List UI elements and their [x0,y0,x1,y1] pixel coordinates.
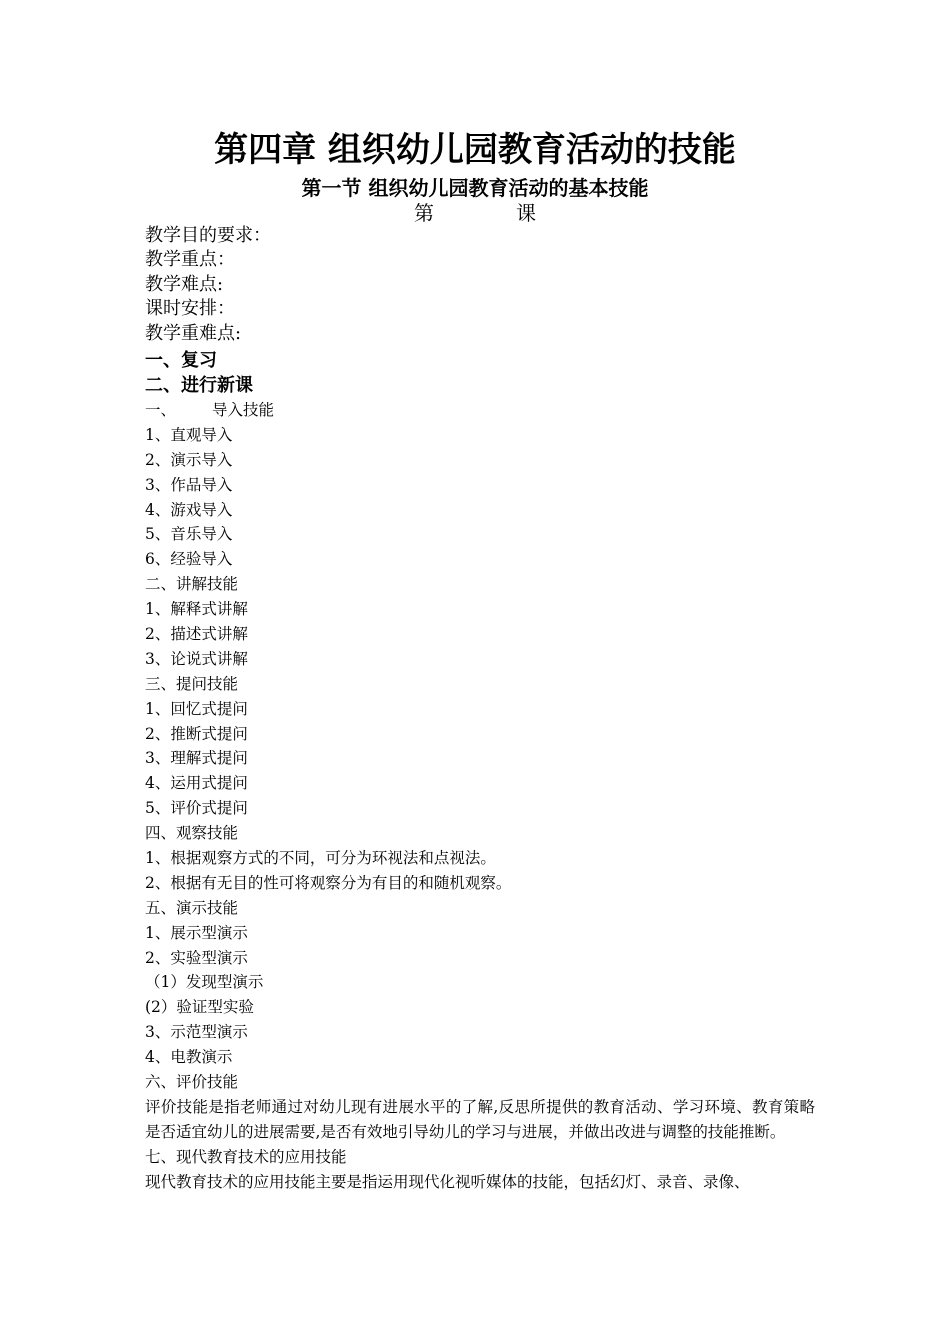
list-item: 1、解释式讲解 [145,600,248,619]
meta-schedule: 课时安排： [145,298,235,320]
lesson-body [145,348,815,1195]
list-item: 3、示范型演示 [145,1023,248,1042]
list-item: 3、理解式提问 [145,749,248,768]
list-item: 5、音乐导入 [145,525,233,544]
list-item: 6、经验导入 [145,550,233,569]
list-item: 2、实验型演示 [145,948,248,967]
tech-skill-paragraph: 现代教育技术的应用技能主要是指运用现代化视听媒体的技能，包括幻灯、录音、录像、 [145,1172,750,1191]
eval-skill-heading: 六、评价技能 [145,1073,239,1092]
list-item: 2、推断式提问 [145,724,248,743]
review-heading: 一、复习 [145,350,217,371]
list-item: 2、根据有无目的性可将观察分为有目的和随机观察。 [145,873,512,892]
list-item: 5、评价式提问 [145,799,248,818]
eval-skill-paragraph: 评价技能是指老师通过对幼儿现有进展水平的了解,反思所提供的教育活动、学习环境、教育策略是否适宜幼儿的进展需要,是否有效地引导幼儿的学习与进展，并做出改进与调整的技能推断。 [145,1097,815,1141]
list-item: 2、描述式讲解 [145,625,248,644]
list-item: (2）验证型实验 [145,998,254,1017]
intro-skill-number: 一、 [145,401,177,419]
chapter-title: 第四章 组织幼儿园教育活动的技能 [214,130,736,170]
lesson-meta [145,224,825,346]
list-item: 4、运用式提问 [145,774,248,793]
intro-skill-title: 导入技能 [212,401,275,419]
list-item: 3、作品导入 [145,475,233,494]
lesson-label-right: 课 [516,201,536,225]
list-item: 1、直观导入 [145,425,233,444]
list-item: 4、电教演示 [145,1048,233,1067]
meta-key-difficulties: 教学重难点: [145,322,242,344]
tech-skill-heading: 七、现代教育技术的应用技能 [145,1147,347,1166]
intro-skill-heading [145,398,815,423]
list-item: 3、论说式讲解 [145,649,248,668]
list-item: 4、游戏导入 [145,500,233,519]
question-skill-heading: 三、提问技能 [145,674,239,693]
list-item: 1、根据观察方式的不同，可分为环视法和点视法。 [145,849,496,868]
new-lesson-heading: 二、进行新课 [145,375,253,396]
lesson-number-line [0,200,950,226]
observe-skill-heading: 四、观察技能 [145,824,239,843]
section-title: 第一节 组织幼儿园教育活动的基本技能 [301,176,649,200]
meta-difficulties: 教学难点: [145,273,224,295]
list-item: 2、演示导入 [145,450,233,469]
meta-objectives: 教学目的要求： [145,225,271,246]
lesson-label-left: 第 [414,201,434,225]
explain-skill-heading: 二、讲解技能 [145,575,239,594]
meta-key-points: 教学重点： [145,249,235,271]
list-item: 1、展示型演示 [145,923,248,942]
list-item: （1）发现型演示 [145,973,264,992]
list-item: 1、回忆式提问 [145,699,248,718]
demo-skill-heading: 五、演示技能 [145,898,239,917]
